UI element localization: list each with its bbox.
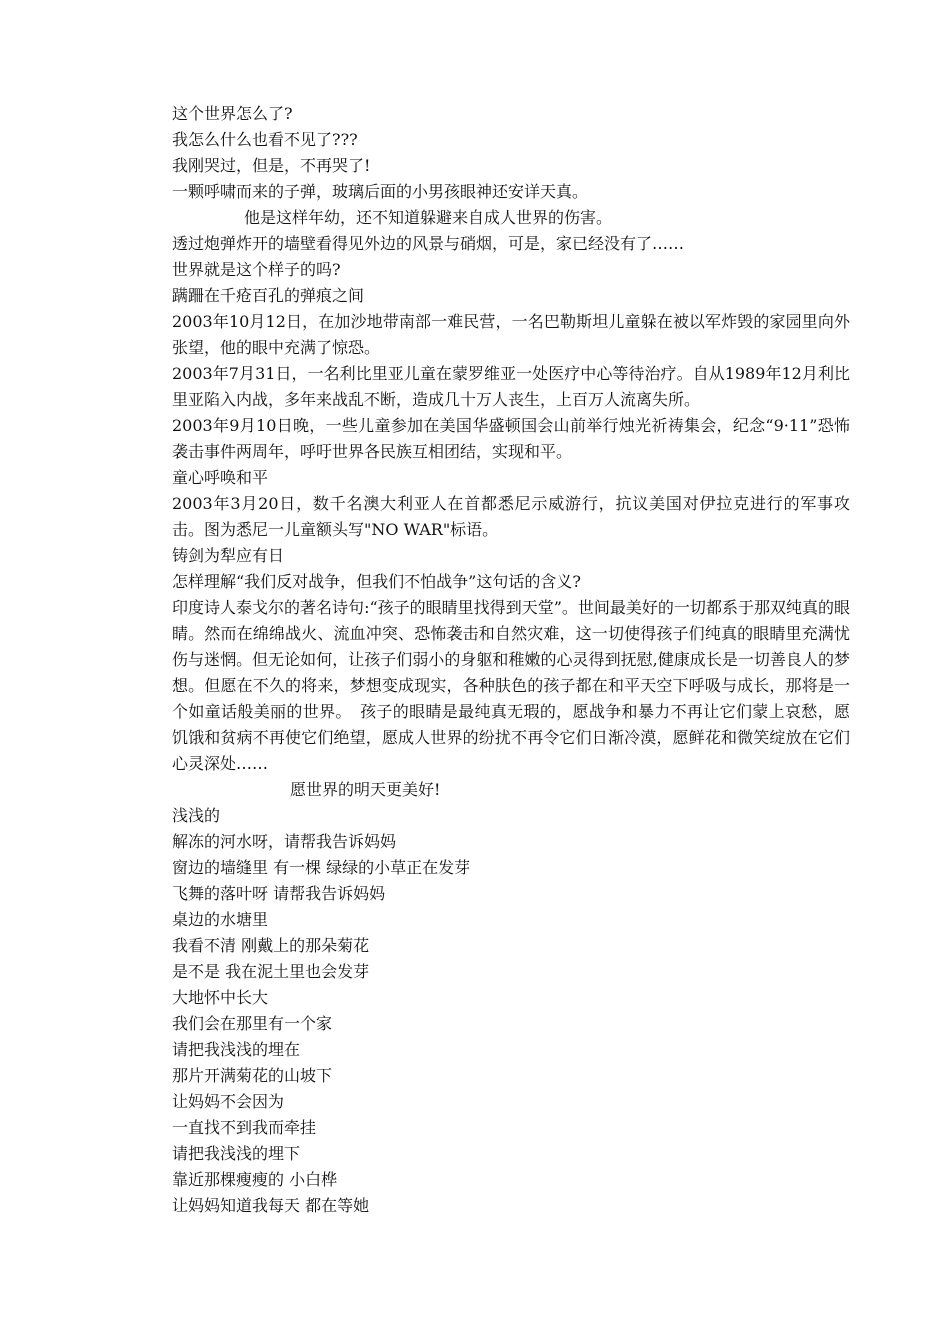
text-line: 透过炮弹炸开的墙壁看得见外边的风景与硝烟，可是，家已经没有了…… [172,234,685,253]
section-heading: 童心呼唤和平 [172,468,269,487]
poem-line: 让妈妈知道我每天 都在等她 [172,1196,370,1215]
text-line: 我刚哭过，但是，不再哭了! [172,156,371,175]
paragraph: 2003年3月20日，数千名澳大利亚人在首都悉尼示威游行，抗议美国对伊拉克进行的军事攻击。图为悉尼一儿童额头写"NO WAR"标语。 [172,494,850,539]
text-line: 他是这样年幼，还不知道躲避来自成人世界的伤害。 [244,208,613,227]
poem-line: 窗边的墙缝里 有一棵 绿绿的小草正在发芽 [172,858,471,877]
text-line: 愿世界的明天更美好! [290,780,441,799]
poem-line: 我们会在那里有一个家 [172,1014,333,1033]
poem-title: 浅浅的 [172,806,221,825]
poem-line: 一直找不到我而牵挂 [172,1118,317,1137]
paragraph: 2003年10月12日，在加沙地带南部一难民营，一名巴勒斯坦儿童躲在被以军炸毁的家园里向外张望，他的眼中充满了惊恐。 [172,312,850,357]
poem-line: 请把我浅浅的埋下 [172,1144,301,1163]
section-heading: 蹒跚在千疮百孔的弹痕之间 [172,286,365,305]
poem-line: 请把我浅浅的埋在 [172,1040,301,1059]
question-line: 怎样理解“我们反对战争，但我们不怕战争”这句话的含义? [172,572,581,591]
text-line: 世界就是这个样子的吗? [172,260,341,279]
text-line: 我怎么什么也看不见了??? [172,130,358,149]
poem-line: 那片开满菊花的山坡下 [172,1066,333,1085]
poem-line: 桌边的水塘里 [172,910,269,929]
poem-line: 是不是 我在泥土里也会发芽 [172,962,370,981]
poem-line: 解冻的河水呀，请帮我告诉妈妈 [172,832,397,851]
text-line: 一颗呼啸而来的子弹，玻璃后面的小男孩眼神还安详天真。 [172,182,589,201]
poem-line: 我看不清 刚戴上的那朵菊花 [172,936,370,955]
section-heading: 铸剑为犁应有日 [172,546,285,565]
text-line: 这个世界怎么了? [172,104,293,123]
document-body [172,101,850,1219]
paragraph: 2003年7月31日，一名利比里亚儿童在蒙罗维亚一处医疗中心等待治疗。自从1989年12月利比里亚陷入内战，多年来战乱不断，造成几十万人丧生，上百万人流离失所。 [172,364,850,409]
poem-line: 靠近那棵瘦瘦的 小白桦 [172,1170,338,1189]
paragraph: 2003年9月10日晚，一些儿童参加在美国华盛顿国会山前举行烛光祈祷集会，纪念“9·11”恐怖袭击事件两周年，呼吁世界各民族互相团结，实现和平。 [172,416,850,461]
poem-line: 让妈妈不会因为 [172,1092,285,1111]
poem-line: 大地怀中长大 [172,988,269,1007]
paragraph: 印度诗人泰戈尔的著名诗句:“孩子的眼睛里找得到天堂”。世间最美好的一切都系于那双纯真的眼睛。然而在绵绵战火、流血冲突、恐怖袭击和自然灾难，这一切使得孩子们纯真的眼睛里充满忧伤与迷惘。但无论如何，让孩子们弱小的身躯和稚嫩的心灵得到抚慰,健康成长是一切善良人的梦想。但愿在不久的将来，梦想变成现实，各种肤色的孩子都在和平天空下呼吸与成长，那将是一个如童话般美丽的世界。 孩子的眼睛是最纯真无瑕的，愿战争和暴力不再让它们蒙上哀愁，愿饥饿和贫病不再使它们绝望，愿成人世界的纷扰不再令它们日渐冷漠，愿鲜花和微笑绽放在它们心灵深处…… [172,598,850,773]
poem-line: 飞舞的落叶呀 请帮我告诉妈妈 [172,884,386,903]
